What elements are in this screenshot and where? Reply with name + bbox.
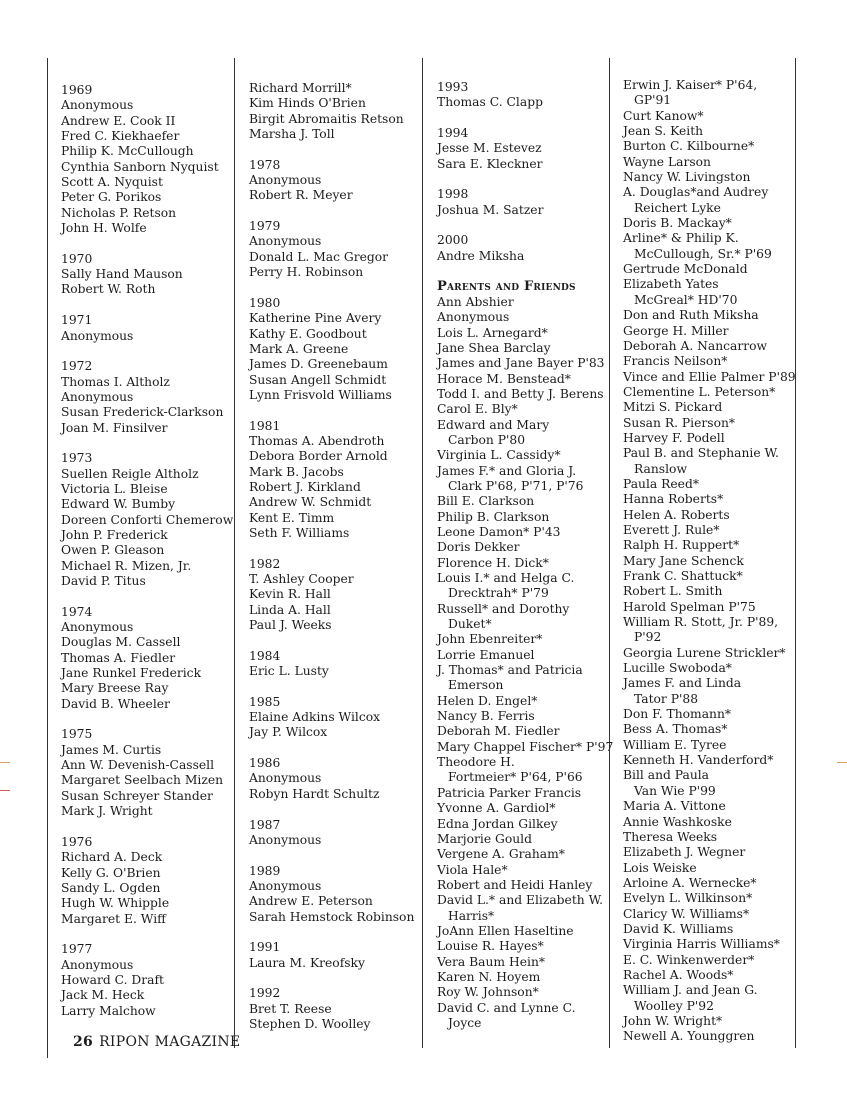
donor-name: Clementine L. Peterson* bbox=[623, 384, 776, 399]
class-year-group bbox=[437, 233, 613, 264]
donor-name: John H. Wolfe bbox=[61, 221, 147, 236]
donor-name: Mitzi S. Pickard bbox=[623, 400, 723, 415]
donor-name: Andrew E. Peterson bbox=[249, 894, 373, 909]
donor-name: Everett J. Rule* bbox=[623, 522, 720, 537]
class-year: 1987 bbox=[249, 817, 281, 832]
parents-friends-list bbox=[437, 295, 613, 1032]
donor-name: Paul B. and Stephanie W. bbox=[623, 446, 779, 461]
donor-name: Francis Neilson* bbox=[623, 354, 728, 369]
donor-name: Virginia L. Cassidy* bbox=[437, 448, 561, 463]
class-year-group bbox=[249, 695, 414, 741]
donor-name: Hanna Roberts* bbox=[623, 492, 724, 507]
edge-tick-left-2 bbox=[0, 790, 10, 791]
class-year-group bbox=[61, 83, 233, 236]
donor-name: Doris Dekker bbox=[437, 540, 520, 555]
donor-name: Douglas M. Cassell bbox=[61, 635, 181, 650]
donor-name: Edward W. Bumby bbox=[61, 497, 176, 512]
donor-name: Bess A. Thomas* bbox=[623, 722, 728, 737]
donor-name: Evelyn L. Wilkinson* bbox=[623, 891, 753, 906]
donor-name: Suellen Reigle Altholz bbox=[61, 466, 199, 481]
class-year-group bbox=[249, 419, 414, 542]
donor-name-continuation: GP'91 bbox=[634, 93, 672, 108]
donor-name: Jay P. Wilcox bbox=[249, 725, 328, 740]
donor-name: T. Ashley Cooper bbox=[249, 572, 354, 586]
donor-name: Anonymous bbox=[249, 878, 322, 893]
class-year: 1977 bbox=[61, 942, 93, 957]
donor-name: A. Douglas*and Audrey bbox=[623, 185, 769, 200]
class-year-group bbox=[249, 864, 414, 925]
donor-name: David C. and Lynne C. bbox=[437, 1000, 576, 1015]
class-year-group bbox=[437, 126, 613, 172]
donor-name: Newell A. Younggren bbox=[623, 1029, 755, 1044]
donor-name: Robert W. Roth bbox=[61, 282, 156, 297]
donor-name: Gertrude McDonald bbox=[623, 262, 748, 277]
class-year-group bbox=[249, 986, 414, 1032]
donor-name: Harold Spelman P'75 bbox=[623, 599, 756, 614]
donor-name: Anonymous bbox=[249, 771, 322, 786]
donor-name: James D. Greenebaum bbox=[249, 357, 388, 372]
class-year: 1986 bbox=[249, 756, 281, 771]
class-year-group bbox=[61, 451, 233, 589]
class-year: 1984 bbox=[249, 648, 281, 663]
donor-name: Fred C. Kiekhaefer bbox=[61, 129, 180, 144]
page-footer bbox=[73, 1034, 240, 1050]
donor-name: Richard Morrill* bbox=[249, 81, 352, 95]
page-number: 26 bbox=[73, 1034, 94, 1050]
donor-name: John Ebenreiter* bbox=[437, 632, 543, 647]
donor-name: Arloine A. Wernecke* bbox=[623, 875, 757, 890]
donor-name: Don F. Thomann* bbox=[623, 707, 732, 722]
donor-name: Linda A. Hall bbox=[249, 602, 331, 617]
section-heading: Parents and Friends bbox=[437, 279, 576, 295]
donor-name-continuation: Tator P'88 bbox=[634, 691, 699, 706]
donor-name: Birgit Abromaitis Retson bbox=[249, 111, 404, 126]
class-year: 1998 bbox=[437, 187, 469, 202]
donor-name: John P. Frederick bbox=[61, 527, 168, 542]
class-year-group bbox=[249, 81, 414, 142]
donor-name: Eric L. Lusty bbox=[249, 664, 329, 679]
class-year-group bbox=[249, 296, 414, 403]
donor-name: Cynthia Sanborn Nyquist bbox=[61, 159, 219, 174]
donor-name: Marjorie Gould bbox=[437, 831, 532, 846]
donor-name: Nicholas P. Retson bbox=[61, 205, 177, 220]
donor-name: Larry Malchow bbox=[61, 1003, 156, 1018]
donor-name: Lorrie Emanuel bbox=[437, 647, 535, 662]
class-year: 1974 bbox=[61, 604, 93, 619]
donor-name: William R. Stott, Jr. P'89, bbox=[623, 615, 779, 630]
donor-name: Donald L. Mac Gregor bbox=[249, 249, 389, 264]
column-rule-2 bbox=[234, 58, 235, 1048]
donor-name: Bill E. Clarkson bbox=[437, 494, 535, 509]
donor-name: Doris B. Mackay* bbox=[623, 216, 732, 231]
donor-name: Thomas A. Fiedler bbox=[61, 650, 176, 665]
column-rule-3 bbox=[422, 58, 423, 1048]
donor-name: Kevin R. Hall bbox=[249, 587, 331, 602]
donor-name: Helen D. Engel* bbox=[437, 693, 538, 708]
donor-name: Paul J. Weeks bbox=[249, 618, 332, 633]
donor-name: Deborah M. Fiedler bbox=[437, 724, 560, 739]
donor-name: Sarah Hemstock Robinson bbox=[249, 909, 415, 924]
class-year: 1991 bbox=[249, 940, 281, 955]
donor-name: Todd I. and Betty J. Berens bbox=[437, 386, 604, 401]
donor-name: Louise R. Hayes* bbox=[437, 939, 544, 954]
donor-name: Vera Baum Hein* bbox=[437, 954, 546, 969]
class-year: 1975 bbox=[61, 727, 93, 742]
donor-name-continuation: Duket* bbox=[448, 617, 492, 632]
donor-name: Owen P. Gleason bbox=[61, 543, 165, 558]
donor-name: Anonymous bbox=[437, 310, 510, 325]
donor-name: Jack M. Heck bbox=[61, 988, 145, 1003]
donor-name: Jesse M. Estevez bbox=[437, 141, 542, 156]
donor-name: Thomas C. Clapp bbox=[437, 95, 543, 110]
donor-name: Sally Hand Mauson bbox=[61, 267, 183, 282]
donor-column-2 bbox=[249, 81, 414, 1048]
donor-name: John W. Wright* bbox=[623, 1013, 723, 1028]
donor-name: David K. Williams bbox=[623, 921, 734, 936]
class-year-group bbox=[61, 359, 233, 436]
class-year: 1985 bbox=[249, 694, 281, 709]
donor-name-continuation: Clark P'68, P'71, P'76 bbox=[448, 478, 584, 493]
donor-name: Stephen D. Woolley bbox=[249, 1016, 371, 1031]
donor-name: Bret T. Reese bbox=[249, 1001, 332, 1016]
donor-name: Andre Miksha bbox=[437, 248, 525, 263]
donor-name: Robert and Heidi Hanley bbox=[437, 877, 593, 892]
donor-name: Robert R. Meyer bbox=[249, 188, 353, 203]
donor-name-continuation: P'92 bbox=[634, 630, 662, 645]
class-year: 2000 bbox=[437, 233, 469, 248]
donor-name: Jean S. Keith bbox=[623, 124, 704, 139]
donor-name: Horace M. Benstead* bbox=[437, 371, 571, 386]
donor-name: Anonymous bbox=[61, 620, 134, 635]
donor-name: Victoria L. Bleise bbox=[61, 481, 168, 496]
donor-name: Hugh W. Whipple bbox=[61, 896, 170, 911]
donor-name: Robert J. Kirkland bbox=[249, 479, 361, 494]
donor-name-continuation: Van Wie P'99 bbox=[634, 783, 716, 798]
donor-name: Anonymous bbox=[249, 832, 322, 847]
donor-name-continuation: Carbon P'80 bbox=[448, 432, 526, 447]
donor-name: Philip B. Clarkson bbox=[437, 509, 550, 524]
donor-name: Anonymous bbox=[61, 328, 134, 343]
donor-name: Theresa Weeks bbox=[623, 829, 718, 844]
donor-name: Kenneth H. Vanderford* bbox=[623, 753, 774, 768]
donor-name: Mark J. Wright bbox=[61, 804, 153, 819]
donor-name: David P. Titus bbox=[61, 574, 146, 588]
donor-name-continuation: Reichert Lyke bbox=[634, 200, 721, 215]
donor-name: Theodore H. bbox=[437, 755, 515, 770]
donor-name: Doreen Conforti Chemerow bbox=[61, 512, 234, 527]
donor-name-continuation: Harris* bbox=[448, 908, 495, 923]
class-year-group bbox=[61, 313, 233, 344]
donor-name: Susan Frederick-Clarkson bbox=[61, 405, 224, 420]
donor-name: William J. and Jean G. bbox=[623, 983, 758, 998]
donor-name: Kelly G. O'Brien bbox=[61, 865, 161, 880]
donor-name: Sandy L. Ogden bbox=[61, 880, 161, 895]
donor-name: James and Jane Bayer P'83 bbox=[437, 356, 605, 371]
donor-name: Bill and Paula bbox=[623, 768, 710, 783]
donor-name-continuation: Drecktrah* P'79 bbox=[448, 586, 549, 601]
donor-name: Helen A. Roberts bbox=[623, 507, 730, 522]
donor-name: Don and Ruth Miksha bbox=[623, 308, 759, 323]
donor-name: Lynn Frisvold Williams bbox=[249, 387, 392, 402]
donor-name: Ann W. Devenish-Cassell bbox=[61, 758, 215, 773]
donor-name: Michael R. Mizen, Jr. bbox=[61, 558, 192, 573]
donor-name: Annie Washkoske bbox=[623, 814, 732, 829]
donor-name: Lucille Swoboda* bbox=[623, 661, 732, 676]
donor-column-1 bbox=[61, 83, 233, 1034]
class-year: 1980 bbox=[249, 295, 281, 310]
donor-name: Erwin J. Kaiser* P'64, bbox=[623, 78, 758, 92]
donor-name: George H. Miller bbox=[623, 323, 729, 338]
donor-name: Perry H. Robinson bbox=[249, 265, 364, 280]
class-year-group bbox=[249, 756, 414, 802]
class-year-group bbox=[61, 835, 233, 927]
class-year: 1973 bbox=[61, 451, 93, 466]
donor-name: Patricia Parker Francis bbox=[437, 785, 582, 800]
donor-name: Robert L. Smith bbox=[623, 584, 723, 599]
class-year-group bbox=[623, 78, 796, 1045]
donor-name: Florence H. Dick* bbox=[437, 555, 549, 570]
class-year-group bbox=[437, 80, 613, 111]
donor-name: Carol E. Bly* bbox=[437, 402, 518, 417]
column-rule-1 bbox=[47, 58, 48, 1058]
donor-name: Robyn Hardt Schultz bbox=[249, 786, 380, 801]
donor-name: Anonymous bbox=[61, 957, 134, 972]
donor-name: David B. Wheeler bbox=[61, 696, 170, 711]
class-year-group bbox=[61, 605, 233, 712]
donor-name: Frank C. Shattuck* bbox=[623, 569, 743, 583]
donor-name-continuation: Woolley P'92 bbox=[634, 998, 714, 1013]
donor-name: Harvey F. Podell bbox=[623, 430, 725, 445]
donor-name: Vince and Ellie Palmer P'89 bbox=[623, 369, 796, 384]
class-year: 1976 bbox=[61, 834, 93, 849]
donor-name: Paula Reed* bbox=[623, 476, 699, 491]
class-year: 1970 bbox=[61, 251, 93, 266]
donor-name: David L.* and Elizabeth W. bbox=[437, 893, 603, 908]
donor-name: Andrew E. Cook II bbox=[61, 113, 176, 128]
donor-name: Anonymous bbox=[249, 234, 322, 249]
donor-name-continuation: McGreal* HD'70 bbox=[634, 292, 738, 307]
class-year-group bbox=[61, 942, 233, 1019]
donor-name: Margaret Seelbach Mizen bbox=[61, 773, 224, 788]
donor-name: Seth F. Williams bbox=[249, 525, 350, 540]
donor-name: Roy W. Johnson* bbox=[437, 985, 539, 1000]
class-year-group bbox=[249, 818, 414, 849]
donor-name: James M. Curtis bbox=[61, 742, 162, 757]
donor-name: E. C. Winkenwerder* bbox=[623, 952, 755, 967]
donor-name: Kim Hinds O'Brien bbox=[249, 96, 366, 111]
class-year: 1982 bbox=[249, 556, 281, 571]
donor-name: Mary Chappel Fischer* P'97 bbox=[437, 739, 614, 754]
donor-name: Margaret E. Wiff bbox=[61, 911, 166, 926]
donor-name: Debora Border Arnold bbox=[249, 449, 388, 464]
donor-name: James F.* and Gloria J. bbox=[437, 463, 577, 478]
donor-name: Arline* & Philip K. bbox=[623, 231, 739, 246]
donor-name-continuation: Emerson bbox=[448, 678, 504, 693]
donor-name: Susan R. Pierson* bbox=[623, 415, 736, 430]
donor-name: Louis I.* and Helga C. bbox=[437, 571, 575, 585]
donor-name: Richard A. Deck bbox=[61, 850, 163, 865]
publication-name: RIPON MAGAZINE bbox=[99, 1034, 241, 1050]
donor-column-3 bbox=[437, 80, 613, 1031]
donor-name: Mark B. Jacobs bbox=[249, 464, 344, 479]
donor-name: Andrew W. Schmidt bbox=[249, 495, 372, 510]
donor-name-continuation: Joyce bbox=[448, 1015, 482, 1030]
class-year-group bbox=[249, 557, 414, 634]
class-year: 1979 bbox=[249, 219, 281, 234]
class-year: 1969 bbox=[61, 83, 93, 97]
donor-name: Burton C. Kilbourne* bbox=[623, 139, 755, 154]
donor-name: Joshua M. Satzer bbox=[437, 202, 544, 217]
donor-name: Georgia Lurene Strickler* bbox=[623, 645, 786, 660]
donor-name: Jane Shea Barclay bbox=[437, 340, 551, 355]
donor-name: Vergene A. Graham* bbox=[437, 847, 565, 862]
donor-name: Virginia Harris Williams* bbox=[623, 937, 780, 952]
class-year: 1989 bbox=[249, 863, 281, 878]
donor-name: Russell* and Dorothy bbox=[437, 601, 570, 616]
donor-name: James F. and Linda bbox=[623, 676, 742, 691]
donor-name-continuation: Ranslow bbox=[634, 461, 687, 476]
donor-name: Edward and Mary bbox=[437, 417, 550, 432]
class-year: 1992 bbox=[249, 986, 281, 1001]
donor-name: Lois L. Arnegard* bbox=[437, 325, 548, 340]
class-year: 1994 bbox=[437, 126, 469, 141]
donor-name: Nancy B. Ferris bbox=[437, 709, 535, 724]
donor-name: Elaine Adkins Wilcox bbox=[249, 710, 381, 725]
edge-tick-right bbox=[837, 762, 847, 763]
donor-name: J. Thomas* and Patricia bbox=[437, 663, 583, 678]
donor-name: Thomas A. Abendroth bbox=[249, 433, 385, 448]
donor-name: Howard C. Draft bbox=[61, 972, 164, 987]
edge-tick-left bbox=[0, 762, 10, 763]
class-year: 1993 bbox=[437, 80, 469, 94]
donor-name-continuation: McCullough, Sr.* P'69 bbox=[634, 246, 772, 261]
donor-name: Jane Runkel Frederick bbox=[61, 666, 202, 681]
donor-name: Nancy W. Livingston bbox=[623, 170, 751, 185]
donor-name: Ralph H. Ruppert* bbox=[623, 538, 740, 553]
donor-name: JoAnn Ellen Haseltine bbox=[437, 923, 574, 938]
donor-name: Anonymous bbox=[249, 173, 322, 188]
donor-name: Ann Abshier bbox=[437, 294, 514, 309]
donor-name: Maria A. Vittone bbox=[623, 799, 726, 814]
donor-name: Kathy E. Goodbout bbox=[249, 326, 367, 341]
donor-name: William E. Tyree bbox=[623, 737, 727, 752]
donor-name: Susan Angell Schmidt bbox=[249, 372, 387, 387]
donor-name: Mary Breese Ray bbox=[61, 681, 169, 696]
donor-name: Kent E. Timm bbox=[249, 510, 335, 525]
class-year-group bbox=[61, 727, 233, 819]
donor-name-continuation: Fortmeier* P'64, P'66 bbox=[448, 770, 583, 785]
donor-name: Peter G. Porikos bbox=[61, 190, 162, 205]
donor-name: Mark A. Greene bbox=[249, 341, 349, 356]
class-year-group bbox=[249, 158, 414, 204]
donor-name: Sara E. Kleckner bbox=[437, 156, 543, 171]
class-year-group bbox=[249, 649, 414, 680]
donor-name: Katherine Pine Avery bbox=[249, 311, 382, 326]
donor-name: Rachel A. Woods* bbox=[623, 967, 734, 982]
class-year-group bbox=[249, 219, 414, 280]
donor-name: Yvonne A. Gardiol* bbox=[437, 801, 556, 816]
class-year-group bbox=[61, 252, 233, 298]
donor-name: Viola Hale* bbox=[437, 862, 508, 877]
donor-column-4 bbox=[623, 78, 796, 1060]
donor-name: Joan M. Finsilver bbox=[61, 420, 168, 435]
donor-name: Marsha J. Toll bbox=[249, 127, 335, 142]
donor-name: Curt Kanow* bbox=[623, 108, 704, 123]
class-year-group bbox=[249, 940, 414, 971]
donor-name: Laura M. Kreofsky bbox=[249, 955, 365, 970]
class-year: 1981 bbox=[249, 418, 281, 433]
donor-name: Elizabeth Yates bbox=[623, 277, 719, 292]
donor-name: Lois Weiske bbox=[623, 860, 697, 875]
donor-name: Anonymous bbox=[61, 98, 134, 113]
class-year: 1971 bbox=[61, 313, 93, 328]
donor-name: Philip K. McCullough bbox=[61, 144, 194, 159]
donor-name: Scott A. Nyquist bbox=[61, 175, 163, 190]
class-year: 1972 bbox=[61, 359, 93, 374]
class-year-group bbox=[437, 187, 613, 218]
donor-name: Wayne Larson bbox=[623, 154, 711, 169]
donor-name: Edna Jordan Gilkey bbox=[437, 816, 558, 831]
class-year: 1978 bbox=[249, 157, 281, 172]
donor-name: Elizabeth J. Wegner bbox=[623, 845, 746, 860]
donor-name: Deborah A. Nancarrow bbox=[623, 338, 768, 353]
donor-name: Susan Schreyer Stander bbox=[61, 788, 213, 803]
donor-name: Karen N. Hoyem bbox=[437, 969, 541, 984]
donor-name: Mary Jane Schenck bbox=[623, 553, 744, 568]
donor-name: Leone Damon* P'43 bbox=[437, 524, 561, 539]
donor-name: Claricy W. Williams* bbox=[623, 906, 750, 921]
donor-name: Anonymous bbox=[61, 389, 134, 404]
donor-name: Thomas I. Altholz bbox=[61, 374, 170, 389]
